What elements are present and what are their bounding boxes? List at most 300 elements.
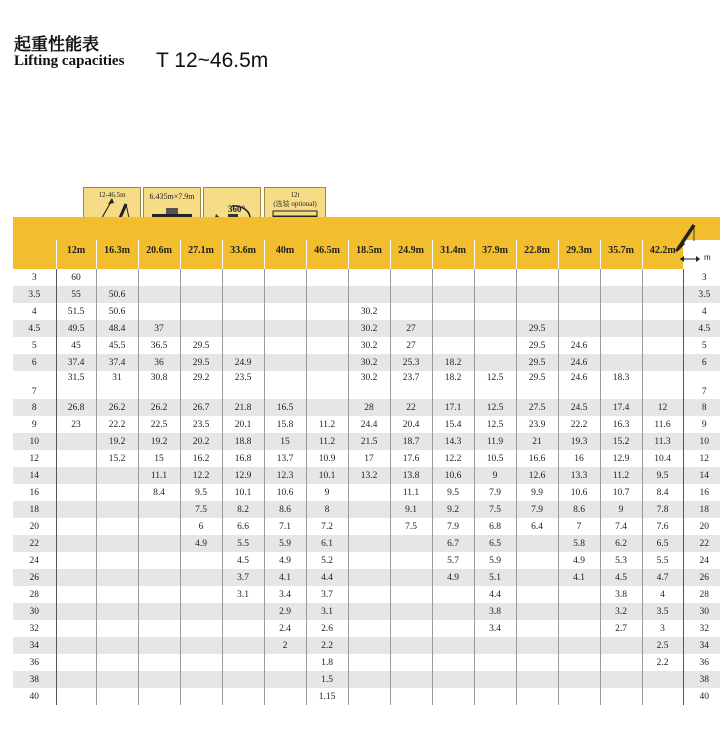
capacity-cell: 29.5 <box>516 337 558 354</box>
table-row <box>13 535 720 552</box>
boom-length-header: 33.6m <box>222 240 264 269</box>
table-row <box>13 337 720 354</box>
capacity-cell <box>432 269 474 286</box>
capacity-cell: 6.6 <box>222 518 264 535</box>
capacity-cell: 7 <box>558 518 600 535</box>
capacity-cell <box>558 688 600 705</box>
capacity-cell: 29.5 <box>180 354 222 371</box>
capacity-cell <box>558 269 600 286</box>
capacity-cell: 37.4 <box>56 354 96 371</box>
capacity-cell <box>348 688 390 705</box>
capacity-cell: 13.7 <box>264 450 306 467</box>
capacity-cell <box>600 637 642 654</box>
capacity-cell <box>222 269 264 286</box>
radius-right: 3 <box>683 269 720 286</box>
capacity-cell: 3 <box>642 620 683 637</box>
radius-right: 16 <box>683 484 720 501</box>
capacity-cell <box>432 320 474 337</box>
capacity-cell: 15 <box>264 433 306 450</box>
capacity-cell: 1.15 <box>306 688 348 705</box>
capacity-cell: 2.2 <box>306 637 348 654</box>
capacity-cell <box>56 467 96 484</box>
capacity-cell <box>474 354 516 371</box>
capacity-cell: 6.1 <box>306 535 348 552</box>
capacity-cell: 5.1 <box>474 569 516 586</box>
capacity-cell: 7.9 <box>432 518 474 535</box>
capacity-cell <box>306 286 348 303</box>
capacity-cell <box>600 688 642 705</box>
capacity-cell: 21.5 <box>348 433 390 450</box>
capacity-cell <box>96 467 138 484</box>
capacity-cell: 51.5 <box>56 303 96 320</box>
capacity-cell: 11.3 <box>642 433 683 450</box>
boom-length-header: 42.2m <box>642 240 683 269</box>
capacity-cell: 3.1 <box>222 586 264 603</box>
capacity-cell <box>306 371 348 399</box>
capacity-cell: 15.2 <box>96 450 138 467</box>
capacity-cell <box>474 688 516 705</box>
capacity-cell <box>56 535 96 552</box>
capacity-cell: 5.5 <box>642 552 683 569</box>
boom-length-header: 31.4m <box>432 240 474 269</box>
capacity-cell: 45 <box>56 337 96 354</box>
capacity-cell: 20.2 <box>180 433 222 450</box>
table-header-band <box>13 217 720 240</box>
capacity-cell <box>56 569 96 586</box>
table-row <box>13 371 720 399</box>
capacity-cell: 2.9 <box>264 603 306 620</box>
boom-length-header: 35.7m <box>600 240 642 269</box>
capacity-cell <box>348 637 390 654</box>
capacity-cell <box>390 603 432 620</box>
capacity-cell <box>138 671 180 688</box>
capacity-cell <box>642 286 683 303</box>
capacity-cell: 6 <box>180 518 222 535</box>
table-row <box>13 399 720 416</box>
radius-left: 3 <box>13 269 56 286</box>
capacity-cell: 22.2 <box>558 416 600 433</box>
capacity-cell: 23 <box>56 416 96 433</box>
capacity-cell: 36.5 <box>138 337 180 354</box>
capacity-cell: 26.7 <box>180 399 222 416</box>
capacity-cell <box>432 654 474 671</box>
capacity-cell: 16.3 <box>600 416 642 433</box>
capacity-cell <box>222 303 264 320</box>
capacity-cell: 5.5 <box>222 535 264 552</box>
capacity-cell: 7.5 <box>474 501 516 518</box>
capacity-cell <box>96 552 138 569</box>
capacity-cell: 15.4 <box>432 416 474 433</box>
capacity-cell: 8.6 <box>558 501 600 518</box>
capacity-cell: 13.8 <box>390 467 432 484</box>
table-row <box>13 354 720 371</box>
radius-left: 22 <box>13 535 56 552</box>
capacity-cell: 8.4 <box>138 484 180 501</box>
capacity-cell: 4.5 <box>600 569 642 586</box>
capacity-cell <box>516 688 558 705</box>
radius-left: 3.5 <box>13 286 56 303</box>
capacity-cell <box>642 303 683 320</box>
radius-right: 40 <box>683 688 720 705</box>
slew-label: 360° <box>228 204 246 214</box>
capacity-cell: 29.5 <box>180 337 222 354</box>
capacity-cell <box>600 269 642 286</box>
radius-left: 32 <box>13 620 56 637</box>
capacity-cell: 19.3 <box>558 433 600 450</box>
table-row <box>13 654 720 671</box>
capacity-cell: 3.8 <box>600 586 642 603</box>
capacity-cell: 13.3 <box>558 467 600 484</box>
capacity-cell <box>642 671 683 688</box>
capacity-cell: 12.2 <box>180 467 222 484</box>
table-row <box>13 569 720 586</box>
capacity-cell <box>558 586 600 603</box>
capacity-cell: 16.8 <box>222 450 264 467</box>
capacity-cell: 30.2 <box>348 320 390 337</box>
capacity-cell <box>180 654 222 671</box>
capacity-cell <box>56 671 96 688</box>
capacity-cell: 24.5 <box>558 399 600 416</box>
capacity-cell: 4.9 <box>432 569 474 586</box>
capacity-cell: 10.7 <box>600 484 642 501</box>
capacity-cell: 29.5 <box>516 371 558 399</box>
capacity-cell <box>390 688 432 705</box>
radius-left: 12 <box>13 450 56 467</box>
capacity-cell <box>264 337 306 354</box>
capacity-cell: 2.5 <box>642 637 683 654</box>
capacity-cell: 30.2 <box>348 354 390 371</box>
radius-right: 4.5 <box>683 320 720 337</box>
capacity-cell: 10.6 <box>558 484 600 501</box>
capacity-cell <box>348 552 390 569</box>
capacity-cell <box>432 688 474 705</box>
capacity-cell <box>138 535 180 552</box>
capacity-cell <box>474 303 516 320</box>
capacity-cell: 29.2 <box>180 371 222 399</box>
capacity-cell: 1.8 <box>306 654 348 671</box>
capacity-cell: 20.1 <box>222 416 264 433</box>
table-row <box>13 586 720 603</box>
capacity-cell <box>180 688 222 705</box>
capacity-cell: 7.5 <box>180 501 222 518</box>
radius-left: 8 <box>13 399 56 416</box>
capacity-cell: 23.5 <box>222 371 264 399</box>
capacity-cell <box>600 354 642 371</box>
capacity-cell: 9 <box>600 501 642 518</box>
capacity-cell: 24.4 <box>348 416 390 433</box>
capacity-cell: 11.6 <box>642 416 683 433</box>
capacity-cell <box>348 620 390 637</box>
capacity-cell <box>642 688 683 705</box>
capacity-cell <box>642 337 683 354</box>
radius-right: 36 <box>683 654 720 671</box>
capacity-cell: 37.4 <box>96 354 138 371</box>
capacity-cell <box>56 688 96 705</box>
capacity-cell: 9.5 <box>642 467 683 484</box>
capacity-cell <box>558 620 600 637</box>
capacity-cell: 6.8 <box>474 518 516 535</box>
capacity-cell <box>516 620 558 637</box>
capacity-cell <box>516 569 558 586</box>
table-row <box>13 269 720 286</box>
radius-unit: m <box>704 253 711 262</box>
capacity-cell: 4.4 <box>474 586 516 603</box>
capacity-cell: 6.5 <box>474 535 516 552</box>
capacity-cell: 17.4 <box>600 399 642 416</box>
capacity-cell <box>516 603 558 620</box>
capacity-cell: 3.2 <box>600 603 642 620</box>
radius-left: 26 <box>13 569 56 586</box>
table-row <box>13 450 720 467</box>
radius-left: 24 <box>13 552 56 569</box>
capacity-cell: 50.6 <box>96 303 138 320</box>
capacity-cell: 4.1 <box>558 569 600 586</box>
capacity-cell: 3.7 <box>306 586 348 603</box>
radius-icon <box>674 219 714 265</box>
capacity-cell <box>348 518 390 535</box>
boom-length-label: 12-46.5m <box>98 191 126 199</box>
table-row <box>13 671 720 688</box>
capacity-cell <box>432 671 474 688</box>
radius-left: 30 <box>13 603 56 620</box>
capacity-cell: 4.9 <box>558 552 600 569</box>
capacity-cell: 25.3 <box>390 354 432 371</box>
capacity-cell: 16.5 <box>264 399 306 416</box>
capacity-cell: 10.6 <box>432 467 474 484</box>
capacity-cell: 4 <box>642 586 683 603</box>
boom-length-header-row <box>13 240 720 269</box>
capacity-cell <box>474 671 516 688</box>
capacity-cell: 11.2 <box>306 433 348 450</box>
table-row <box>13 518 720 535</box>
radius-left: 36 <box>13 654 56 671</box>
capacity-cell <box>138 586 180 603</box>
capacity-cell: 24.9 <box>222 354 264 371</box>
capacity-cell: 12.5 <box>474 371 516 399</box>
capacity-cell: 9 <box>306 484 348 501</box>
capacity-cell: 18.2 <box>432 354 474 371</box>
capacity-cell <box>96 620 138 637</box>
capacity-cell <box>348 603 390 620</box>
capacity-cell: 21 <box>516 433 558 450</box>
capacity-cell: 9.5 <box>180 484 222 501</box>
capacity-cell: 18.3 <box>600 371 642 399</box>
capacity-cell: 12.6 <box>516 467 558 484</box>
capacity-cell: 3.7 <box>222 569 264 586</box>
capacity-cell <box>96 269 138 286</box>
capacity-cell <box>348 484 390 501</box>
capacity-cell: 19.2 <box>138 433 180 450</box>
capacity-cell: 10.1 <box>306 467 348 484</box>
capacity-cell <box>138 603 180 620</box>
capacity-cell <box>516 586 558 603</box>
capacity-cell <box>390 586 432 603</box>
capacity-cell: 22.2 <box>96 416 138 433</box>
capacity-cell <box>432 603 474 620</box>
capacity-cell: 29.5 <box>516 354 558 371</box>
capacity-cell <box>138 569 180 586</box>
capacity-cell: 10.4 <box>642 450 683 467</box>
capacity-cell <box>642 371 683 399</box>
radius-right: 28 <box>683 586 720 603</box>
capacity-cell: 11.9 <box>474 433 516 450</box>
capacity-cell <box>516 286 558 303</box>
capacity-cell: 37 <box>138 320 180 337</box>
capacity-cell: 23.5 <box>180 416 222 433</box>
capacity-cell: 31 <box>96 371 138 399</box>
capacity-cell: 28 <box>348 399 390 416</box>
capacity-cell: 48.4 <box>96 320 138 337</box>
capacity-cell <box>390 671 432 688</box>
counterweight-optional: (选装 optional) <box>273 200 317 208</box>
outrigger-span-label: 6.435m×7.9m <box>149 192 195 201</box>
capacity-cell: 17.6 <box>390 450 432 467</box>
capacity-cell: 36 <box>138 354 180 371</box>
capacity-cell <box>138 637 180 654</box>
capacity-cell: 11.1 <box>390 484 432 501</box>
table-row <box>13 303 720 320</box>
capacity-cell: 6.7 <box>432 535 474 552</box>
capacity-cell: 30.2 <box>348 303 390 320</box>
radius-left: 34 <box>13 637 56 654</box>
capacity-cell <box>432 586 474 603</box>
radius-right: 4 <box>683 303 720 320</box>
capacity-cell: 55 <box>56 286 96 303</box>
capacity-cell <box>180 586 222 603</box>
boom-length-header: 29.3m <box>558 240 600 269</box>
boom-length-header: 12m <box>56 240 96 269</box>
capacity-cell: 4.7 <box>642 569 683 586</box>
capacity-cell <box>180 303 222 320</box>
radius-right: 26 <box>683 569 720 586</box>
radius-left: 28 <box>13 586 56 603</box>
capacity-cell <box>180 286 222 303</box>
radius-right: 20 <box>683 518 720 535</box>
title-english: Lifting capacities <box>14 53 125 69</box>
capacity-cell <box>96 484 138 501</box>
radius-right: 5 <box>683 337 720 354</box>
capacity-cell <box>138 654 180 671</box>
capacity-cell: 30.8 <box>138 371 180 399</box>
radius-right: 12 <box>683 450 720 467</box>
capacity-cell: 23.7 <box>390 371 432 399</box>
capacity-cell <box>56 654 96 671</box>
capacity-cell: 30.2 <box>348 337 390 354</box>
capacity-cell <box>306 269 348 286</box>
table-row <box>13 688 720 705</box>
capacity-cell <box>474 337 516 354</box>
radius-right: 22 <box>683 535 720 552</box>
capacity-cell: 23.9 <box>516 416 558 433</box>
capacity-cell <box>600 337 642 354</box>
capacity-cell <box>390 637 432 654</box>
boom-length-header: 20.6m <box>138 240 180 269</box>
capacity-cell: 7.2 <box>306 518 348 535</box>
capacity-cell: 2 <box>264 637 306 654</box>
capacity-cell: 6.2 <box>600 535 642 552</box>
capacity-cell: 27.5 <box>516 399 558 416</box>
table-row <box>13 433 720 450</box>
capacity-cell: 26.8 <box>56 399 96 416</box>
capacity-cell: 18.7 <box>390 433 432 450</box>
capacity-cell: 14.3 <box>432 433 474 450</box>
capacity-cell <box>180 620 222 637</box>
capacity-cell: 5.9 <box>474 552 516 569</box>
boom-length-header: 18.5m <box>348 240 390 269</box>
table-row <box>13 416 720 433</box>
capacity-cell: 1.5 <box>306 671 348 688</box>
capacity-cell: 8.4 <box>642 484 683 501</box>
capacity-cell <box>558 303 600 320</box>
radius-right: 6 <box>683 354 720 371</box>
capacity-cell <box>390 535 432 552</box>
capacity-cell: 24.6 <box>558 371 600 399</box>
capacity-cell <box>516 535 558 552</box>
capacity-cell: 4.5 <box>222 552 264 569</box>
lifting-capacity-table <box>13 217 720 705</box>
capacity-cell <box>600 654 642 671</box>
capacity-cell: 8.6 <box>264 501 306 518</box>
capacity-cell <box>516 671 558 688</box>
capacity-cell <box>96 518 138 535</box>
capacity-cell: 15 <box>138 450 180 467</box>
capacity-cell: 10.5 <box>474 450 516 467</box>
capacity-cell <box>600 303 642 320</box>
radius-right: 32 <box>683 620 720 637</box>
radius-left: 4 <box>13 303 56 320</box>
capacity-cell <box>516 654 558 671</box>
table-row <box>13 501 720 518</box>
capacity-cell: 29.5 <box>516 320 558 337</box>
radius-left: 6 <box>13 354 56 371</box>
capacity-cell <box>516 637 558 654</box>
capacity-cell <box>264 654 306 671</box>
capacity-cell: 2.2 <box>642 654 683 671</box>
capacity-cell <box>56 603 96 620</box>
capacity-cell <box>222 320 264 337</box>
capacity-cell <box>348 671 390 688</box>
capacity-cell <box>222 337 264 354</box>
capacity-cell <box>138 303 180 320</box>
capacity-cell <box>432 637 474 654</box>
radius-right: 38 <box>683 671 720 688</box>
table-row <box>13 320 720 337</box>
capacity-cell <box>180 269 222 286</box>
counterweight-value: 12t <box>290 191 300 199</box>
capacity-cell: 22.5 <box>138 416 180 433</box>
capacity-cell <box>180 637 222 654</box>
capacity-cell <box>306 320 348 337</box>
table-row <box>13 603 720 620</box>
radius-right: 30 <box>683 603 720 620</box>
capacity-cell: 16.6 <box>516 450 558 467</box>
capacity-cell <box>474 320 516 337</box>
capacity-cell <box>222 286 264 303</box>
table-row <box>13 467 720 484</box>
capacity-cell <box>642 354 683 371</box>
capacity-cell: 24.6 <box>558 354 600 371</box>
capacity-cell <box>264 303 306 320</box>
capacity-cell: 15.8 <box>264 416 306 433</box>
capacity-cell <box>642 269 683 286</box>
capacity-cell: 49.5 <box>56 320 96 337</box>
capacity-cell: 17.1 <box>432 399 474 416</box>
capacity-cell <box>306 303 348 320</box>
capacity-cell: 26.2 <box>96 399 138 416</box>
capacity-cell <box>264 286 306 303</box>
capacity-cell <box>96 688 138 705</box>
radius-right: 9 <box>683 416 720 433</box>
